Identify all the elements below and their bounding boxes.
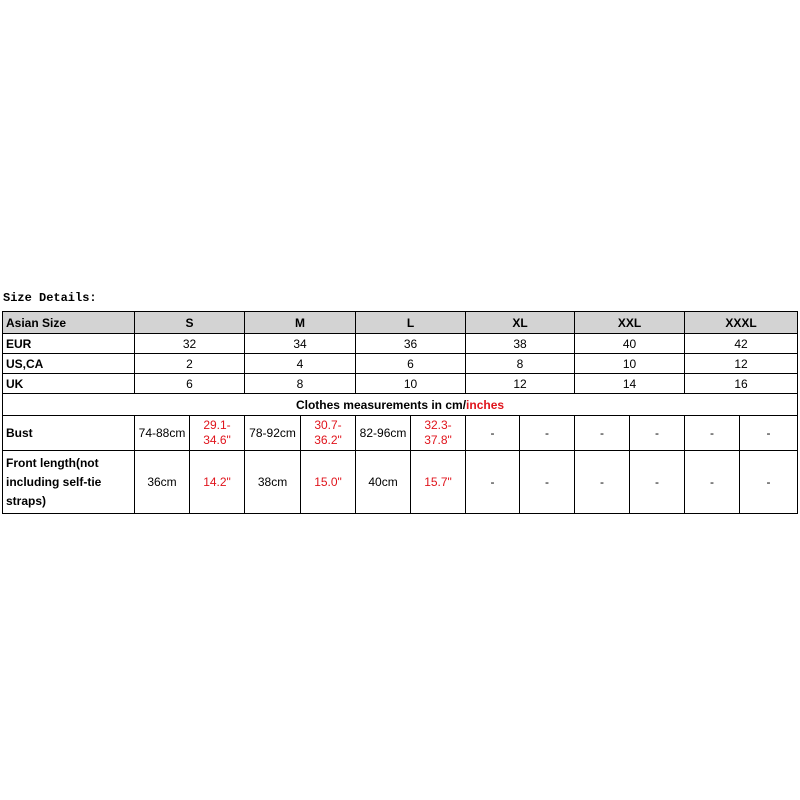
inch-cell: -: [630, 451, 685, 514]
size-header: XXL: [575, 312, 685, 334]
inch-cell: -: [740, 416, 798, 451]
inch-cell: -: [520, 416, 575, 451]
section-heading-prefix: Clothes measurements in cm/: [295, 397, 467, 412]
table-cell: 10: [356, 374, 466, 394]
table-cell: 8: [466, 354, 575, 374]
cm-cell: -: [685, 451, 740, 514]
table-row-front-length: [3, 451, 798, 514]
table-cell: 16: [685, 374, 798, 394]
table-row-bust: [3, 416, 798, 451]
size-header: XXXL: [685, 312, 798, 334]
inch-cell: 14.2": [190, 451, 245, 514]
section-row: [3, 394, 798, 416]
size-header: M: [245, 312, 356, 334]
size-header: L: [356, 312, 466, 334]
cm-cell: 74-88cm: [135, 416, 190, 451]
table-cell: 10: [575, 354, 685, 374]
cm-cell: -: [466, 416, 520, 451]
size-chart-table: [2, 311, 798, 514]
table-row-uk: [3, 374, 798, 394]
table-cell: 6: [135, 374, 245, 394]
table-cell: 6: [356, 354, 466, 374]
table-cell: 12: [466, 374, 575, 394]
table-cell: 36: [356, 334, 466, 354]
inch-cell: -: [740, 451, 798, 514]
header-row: [3, 312, 798, 334]
table-row-usca: [3, 354, 798, 374]
cm-cell: -: [575, 451, 630, 514]
table-cell: 8: [245, 374, 356, 394]
cm-cell: -: [575, 416, 630, 451]
size-header: XL: [466, 312, 575, 334]
inch-cell: -: [630, 416, 685, 451]
inch-cell: 15.7": [411, 451, 466, 514]
cm-cell: 38cm: [245, 451, 301, 514]
row-label: US,CA: [3, 354, 135, 374]
table-cell: 38: [466, 334, 575, 354]
table-cell: 14: [575, 374, 685, 394]
table-cell: 42: [685, 334, 798, 354]
row-label: EUR: [3, 334, 135, 354]
cm-cell: -: [685, 416, 740, 451]
table-cell: 2: [135, 354, 245, 374]
row-label: Front length(not including self-tie straps): [3, 451, 135, 514]
inch-cell: 29.1-34.6": [190, 416, 245, 451]
inch-cell: 30.7-36.2": [301, 416, 356, 451]
row-label: UK: [3, 374, 135, 394]
page-title: Size Details:: [3, 291, 97, 305]
table-cell: 4: [245, 354, 356, 374]
row-label: Bust: [3, 416, 135, 451]
cm-cell: -: [466, 451, 520, 514]
table-cell: 40: [575, 334, 685, 354]
size-header: S: [135, 312, 245, 334]
table-cell: 34: [245, 334, 356, 354]
cm-cell: 78-92cm: [245, 416, 301, 451]
inch-cell: -: [520, 451, 575, 514]
section-heading-highlight: inches: [466, 397, 505, 412]
cm-cell: 40cm: [356, 451, 411, 514]
inch-cell: 15.0": [301, 451, 356, 514]
section-heading: [3, 394, 798, 416]
inch-cell: 32.3-37.8": [411, 416, 466, 451]
cm-cell: 82-96cm: [356, 416, 411, 451]
table-cell: 12: [685, 354, 798, 374]
table-row-eur: [3, 334, 798, 354]
table-cell: 32: [135, 334, 245, 354]
header-label: Asian Size: [3, 312, 135, 334]
cm-cell: 36cm: [135, 451, 190, 514]
